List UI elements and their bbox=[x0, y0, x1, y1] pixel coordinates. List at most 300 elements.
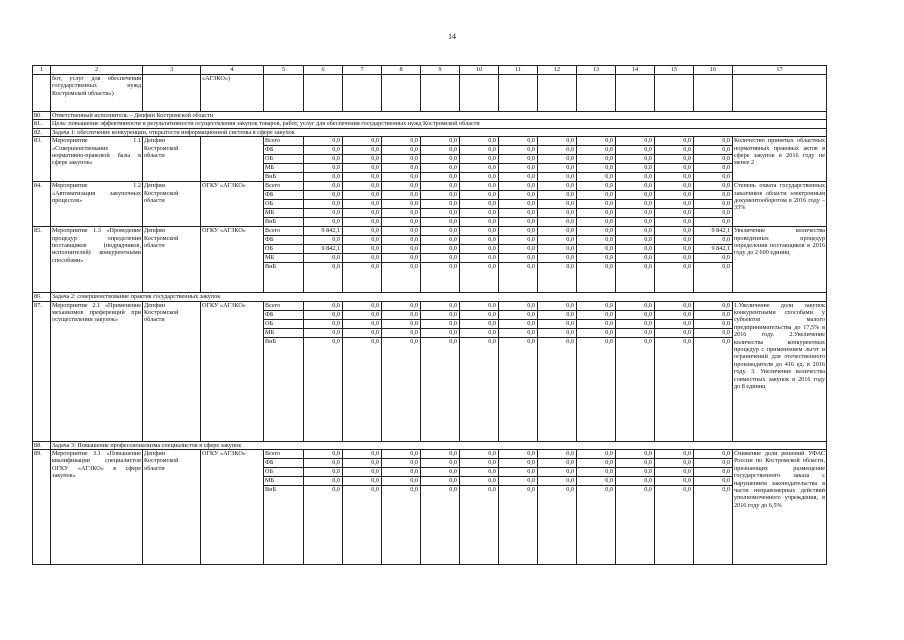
table-cell: 0,0 bbox=[304, 191, 343, 200]
table-cell: 0,0 bbox=[382, 468, 421, 477]
header-cell: 11 bbox=[499, 66, 538, 75]
table-cell: 0,0 bbox=[577, 477, 616, 486]
row-index: 89. bbox=[33, 450, 51, 565]
table-cell: 0,0 bbox=[694, 164, 733, 173]
table-cell: 0,0 bbox=[343, 173, 382, 182]
program-table-sheet bbox=[32, 65, 827, 565]
section-row bbox=[33, 441, 827, 449]
header-cell: 15 bbox=[655, 66, 694, 75]
table-cell: 0,0 bbox=[694, 263, 733, 293]
table-cell: 0,0 bbox=[655, 218, 694, 227]
section-row bbox=[33, 120, 827, 128]
table-cell: 9 842,1 bbox=[694, 245, 733, 254]
table-cell: 0,0 bbox=[694, 328, 733, 337]
table-cell: 0,0 bbox=[616, 254, 655, 263]
table-cell: 0,0 bbox=[655, 468, 694, 477]
table-cell: 0,0 bbox=[499, 173, 538, 182]
table-cell: 0,0 bbox=[382, 209, 421, 218]
table-cell: 0,0 bbox=[655, 236, 694, 245]
table-cell: 0,0 bbox=[577, 227, 616, 236]
table-cell: 0,0 bbox=[460, 236, 499, 245]
table-cell: 0,0 bbox=[304, 173, 343, 182]
funding-source: ВнБ bbox=[264, 486, 304, 565]
table-cell: 0,0 bbox=[421, 301, 460, 310]
participant bbox=[201, 137, 264, 182]
table-cell: 0,0 bbox=[577, 328, 616, 337]
table-cell: 0,0 bbox=[616, 486, 655, 565]
table-cell: 0,0 bbox=[616, 200, 655, 209]
table-cell: 0,0 bbox=[499, 450, 538, 459]
table-cell: 0,0 bbox=[304, 301, 343, 310]
measure-row bbox=[33, 182, 827, 191]
header-cell: 3 bbox=[143, 66, 201, 75]
table-cell: 0,0 bbox=[577, 137, 616, 146]
table-cell: 0,0 bbox=[616, 468, 655, 477]
table-cell: 0,0 bbox=[694, 200, 733, 209]
table-cell: 0,0 bbox=[655, 301, 694, 310]
table-cell: 0,0 bbox=[616, 227, 655, 236]
table-cell: 0,0 bbox=[382, 191, 421, 200]
table-cell: 0,0 bbox=[343, 459, 382, 468]
funding-source: МБ bbox=[264, 254, 304, 263]
table-cell: 0,0 bbox=[382, 164, 421, 173]
funding-source: ФБ bbox=[264, 146, 304, 155]
table-cell: 0,0 bbox=[694, 450, 733, 459]
table-cell: 0,0 bbox=[304, 337, 343, 441]
table-cell: 0,0 bbox=[499, 218, 538, 227]
table-cell: 0,0 bbox=[304, 209, 343, 218]
table-cell: 0,0 bbox=[655, 263, 694, 293]
row-index: 88. bbox=[33, 441, 51, 449]
table-cell: 0,0 bbox=[655, 146, 694, 155]
table-cell: 0,0 bbox=[343, 301, 382, 310]
table-cell: 0,0 bbox=[382, 263, 421, 293]
table-cell: 0,0 bbox=[577, 218, 616, 227]
table-cell: 0,0 bbox=[538, 227, 577, 236]
table-cell: 0,0 bbox=[499, 209, 538, 218]
measure-row bbox=[33, 137, 827, 146]
table-cell: 9 842,1 bbox=[304, 227, 343, 236]
table-cell: 0,0 bbox=[343, 319, 382, 328]
table-cell: 0,0 bbox=[343, 146, 382, 155]
table-cell: 0,0 bbox=[538, 254, 577, 263]
table-cell: 0,0 bbox=[616, 209, 655, 218]
table-cell: 0,0 bbox=[538, 486, 577, 565]
table-cell: 0,0 bbox=[382, 319, 421, 328]
table-cell: 0,0 bbox=[343, 209, 382, 218]
table-cell: 0,0 bbox=[421, 164, 460, 173]
table-cell: 0,0 bbox=[460, 301, 499, 310]
header-cell: 4 bbox=[201, 66, 264, 75]
table-cell: 0,0 bbox=[421, 319, 460, 328]
table-cell: 0,0 bbox=[421, 263, 460, 293]
table-cell: 0,0 bbox=[304, 319, 343, 328]
funding-source: МБ bbox=[264, 328, 304, 337]
table-cell: 0,0 bbox=[694, 459, 733, 468]
table-cell: 0,0 bbox=[538, 173, 577, 182]
expected-result: Увеличение количества проведенных процедур определения поставщиков в 2016 году до 2 600 единиц bbox=[733, 227, 827, 293]
table-cell: 0,0 bbox=[421, 182, 460, 191]
table-cell: 0,0 bbox=[499, 301, 538, 310]
table-cell: 0,0 bbox=[382, 137, 421, 146]
section-row bbox=[33, 293, 827, 301]
table-cell: 0,0 bbox=[460, 227, 499, 236]
table-cell: 0,0 bbox=[421, 310, 460, 319]
table-cell: 0,0 bbox=[538, 191, 577, 200]
row-index: 81. bbox=[33, 120, 51, 128]
table-cell: 0,0 bbox=[694, 477, 733, 486]
funding-source: ОБ bbox=[264, 245, 304, 254]
row-index: 87. bbox=[33, 301, 51, 441]
table-cell: 0,0 bbox=[616, 337, 655, 441]
table-cell: 0,0 bbox=[499, 263, 538, 293]
table-cell: 0,0 bbox=[382, 337, 421, 441]
table-cell: 0,0 bbox=[616, 263, 655, 293]
header-cell: 17 bbox=[733, 66, 827, 75]
table-cell: 0,0 bbox=[499, 236, 538, 245]
table-cell: 0,0 bbox=[460, 328, 499, 337]
table-cell: 0,0 bbox=[577, 182, 616, 191]
table-cell: 0,0 bbox=[616, 146, 655, 155]
table-cell: 0,0 bbox=[304, 182, 343, 191]
table-cell: 0,0 bbox=[343, 254, 382, 263]
table-cell: 0,0 bbox=[577, 245, 616, 254]
table-cell: 0,0 bbox=[421, 137, 460, 146]
table-cell: 0,0 bbox=[538, 146, 577, 155]
table-cell: 0,0 bbox=[421, 254, 460, 263]
table-cell: 0,0 bbox=[343, 191, 382, 200]
table-cell: 0,0 bbox=[460, 319, 499, 328]
table-cell: 0,0 bbox=[304, 146, 343, 155]
row-index: 82. bbox=[33, 128, 51, 136]
table-cell: 0,0 bbox=[460, 200, 499, 209]
funding-source: Всего bbox=[264, 227, 304, 236]
header-row bbox=[33, 66, 827, 75]
table-cell: 0,0 bbox=[499, 182, 538, 191]
table-cell: 0,0 bbox=[499, 337, 538, 441]
table-cell: 0,0 bbox=[421, 236, 460, 245]
table-cell: 0,0 bbox=[460, 254, 499, 263]
table-cell: 0,0 bbox=[538, 337, 577, 441]
measure-name: Мероприятие 2.1 «Применение механизмов преференций при осуществлении закупок» bbox=[51, 301, 143, 441]
table-cell: 0,0 bbox=[577, 263, 616, 293]
participant: ОГКУ «АГЗКО» bbox=[201, 450, 264, 565]
table-cell: 0,0 bbox=[304, 328, 343, 337]
expected-result: Количество принятых областных нормативных правовых актов в сфере закупок в 2016 году не менее 2 bbox=[733, 137, 827, 182]
funding-source: МБ bbox=[264, 209, 304, 218]
table-cell: 0,0 bbox=[499, 477, 538, 486]
table-cell: 0,0 bbox=[343, 477, 382, 486]
table-cell: 0,0 bbox=[577, 337, 616, 441]
funding-source: ВнБ bbox=[264, 337, 304, 441]
table-cell: 0,0 bbox=[382, 459, 421, 468]
header-cell: 7 bbox=[343, 66, 382, 75]
measure-row bbox=[33, 227, 827, 236]
table-cell: 0,0 bbox=[421, 200, 460, 209]
participant: «АГЗКО») bbox=[201, 75, 264, 112]
table-cell: 0,0 bbox=[382, 450, 421, 459]
table-cell: 0,0 bbox=[421, 486, 460, 565]
funding-source: Всего bbox=[264, 301, 304, 310]
table-cell: 0,0 bbox=[499, 328, 538, 337]
table-cell: 0,0 bbox=[499, 200, 538, 209]
measure-name: Мероприятие 1.1 «Совершенствование нормативно-правовой базы в сфере закупок» bbox=[51, 137, 143, 182]
table-cell: 0,0 bbox=[655, 173, 694, 182]
continuation-row bbox=[33, 75, 827, 112]
table-cell: 0,0 bbox=[382, 227, 421, 236]
table-cell: 0,0 bbox=[655, 459, 694, 468]
table-cell: 0,0 bbox=[655, 450, 694, 459]
table-cell: 0,0 bbox=[538, 459, 577, 468]
table-cell: 0,0 bbox=[655, 155, 694, 164]
table-cell: 0,0 bbox=[538, 218, 577, 227]
header-cell: 14 bbox=[616, 66, 655, 75]
table-cell: 0,0 bbox=[304, 254, 343, 263]
table-cell: 0,0 bbox=[616, 191, 655, 200]
table-cell: 0,0 bbox=[460, 209, 499, 218]
table-cell: 0,0 bbox=[421, 450, 460, 459]
funding-source: МБ bbox=[264, 164, 304, 173]
table-cell: 0,0 bbox=[460, 155, 499, 164]
table-cell: 0,0 bbox=[616, 459, 655, 468]
table-cell: 0,0 bbox=[382, 173, 421, 182]
table-cell: 0,0 bbox=[694, 155, 733, 164]
header-cell: 13 bbox=[577, 66, 616, 75]
table-cell: 0,0 bbox=[460, 245, 499, 254]
table-cell: 0,0 bbox=[460, 486, 499, 565]
table-cell: 0,0 bbox=[538, 328, 577, 337]
table-cell: 0,0 bbox=[694, 486, 733, 565]
funding-source: ФБ bbox=[264, 191, 304, 200]
table-cell: 0,0 bbox=[421, 459, 460, 468]
row-index: 83. bbox=[33, 137, 51, 182]
table-cell: 0,0 bbox=[304, 310, 343, 319]
table-cell: 0,0 bbox=[382, 146, 421, 155]
table-cell: 0,0 bbox=[382, 254, 421, 263]
table-cell: 0,0 bbox=[694, 137, 733, 146]
table-cell: 0,0 bbox=[694, 337, 733, 441]
table-cell: 0,0 bbox=[616, 319, 655, 328]
table-cell: 0,0 bbox=[694, 191, 733, 200]
table-cell: 0,0 bbox=[343, 236, 382, 245]
table-cell: 0,0 bbox=[538, 164, 577, 173]
table-cell: 0,0 bbox=[616, 245, 655, 254]
table-cell: 0,0 bbox=[421, 191, 460, 200]
table-cell: 0,0 bbox=[343, 218, 382, 227]
row-index: 86. bbox=[33, 293, 51, 301]
table-cell: 0,0 bbox=[343, 245, 382, 254]
table-cell: 0,0 bbox=[421, 245, 460, 254]
table-cell: 0,0 bbox=[421, 328, 460, 337]
section-row bbox=[33, 128, 827, 136]
table-cell: 0,0 bbox=[694, 209, 733, 218]
funding-source: ФБ bbox=[264, 236, 304, 245]
measure-row bbox=[33, 301, 827, 310]
table-cell: 0,0 bbox=[616, 137, 655, 146]
table-cell: 0,0 bbox=[343, 227, 382, 236]
table-cell: 0,0 bbox=[460, 263, 499, 293]
table-cell: 0,0 bbox=[304, 137, 343, 146]
table-cell: 0,0 bbox=[694, 236, 733, 245]
table-cell: 0,0 bbox=[499, 254, 538, 263]
table-cell: 0,0 bbox=[538, 263, 577, 293]
table-cell: 0,0 bbox=[694, 254, 733, 263]
page-number: 14 bbox=[448, 32, 456, 41]
header-cell: 16 bbox=[694, 66, 733, 75]
table-cell: 0,0 bbox=[343, 328, 382, 337]
table-cell: 0,0 bbox=[655, 200, 694, 209]
table-cell: 0,0 bbox=[499, 468, 538, 477]
table-cell: 0,0 bbox=[460, 459, 499, 468]
table-cell: 0,0 bbox=[694, 182, 733, 191]
participant: ОГКУ «АГЗКО» bbox=[201, 182, 264, 227]
table-cell: 0,0 bbox=[577, 146, 616, 155]
row-index: 85. bbox=[33, 227, 51, 293]
table-cell: 0,0 bbox=[538, 182, 577, 191]
table-cell: 0,0 bbox=[655, 227, 694, 236]
table-cell: 0,0 bbox=[460, 164, 499, 173]
section-title: Задача 3: Повышение профессионализма специалистов в сфере закупок bbox=[51, 441, 827, 449]
table-cell: 0,0 bbox=[304, 218, 343, 227]
table-cell: 0,0 bbox=[499, 191, 538, 200]
executor: Депфин Костромской области bbox=[143, 137, 201, 182]
table-cell: 0,0 bbox=[616, 218, 655, 227]
table-cell: 0,0 bbox=[382, 486, 421, 565]
measure-name: бот, услуг для обеспечения государственных нужд Костромской области») bbox=[51, 75, 143, 112]
table-cell: 0,0 bbox=[538, 245, 577, 254]
executor: Депфин Костромской области bbox=[143, 450, 201, 565]
table-cell: 0,0 bbox=[577, 209, 616, 218]
funding-source: ВнБ bbox=[264, 173, 304, 182]
table-cell: 0,0 bbox=[616, 236, 655, 245]
table-cell: 0,0 bbox=[343, 263, 382, 293]
table-cell: 0,0 bbox=[499, 137, 538, 146]
table-cell: 0,0 bbox=[655, 191, 694, 200]
executor bbox=[143, 75, 201, 112]
table-cell: 0,0 bbox=[460, 173, 499, 182]
table-cell: 0,0 bbox=[499, 146, 538, 155]
table-cell: 0,0 bbox=[343, 155, 382, 164]
expected-result: Степень охвата государственных заказчиков области электронным документооборотом в 2016 году – 33% bbox=[733, 182, 827, 227]
table-cell: 0,0 bbox=[421, 337, 460, 441]
table-cell: 0,0 bbox=[421, 155, 460, 164]
table-cell: 0,0 bbox=[382, 155, 421, 164]
executor: Депфин Костромской области bbox=[143, 227, 201, 293]
table-cell: 0,0 bbox=[382, 182, 421, 191]
funding-source: Всего bbox=[264, 182, 304, 191]
table-cell: 0,0 bbox=[304, 236, 343, 245]
table-cell: 0,0 bbox=[382, 218, 421, 227]
table-cell: 0,0 bbox=[616, 328, 655, 337]
table-cell: 0,0 bbox=[538, 450, 577, 459]
table-cell: 9 842,1 bbox=[694, 227, 733, 236]
table-cell: 0,0 bbox=[499, 164, 538, 173]
table-cell: 0,0 bbox=[538, 301, 577, 310]
measure-name: Мероприятие 1.2 «Автоматизация закупочных процессов» bbox=[51, 182, 143, 227]
table-cell: 0,0 bbox=[460, 337, 499, 441]
measure-row bbox=[33, 450, 827, 459]
table-cell: 0,0 bbox=[577, 301, 616, 310]
funding-source: ОБ bbox=[264, 200, 304, 209]
table-cell: 0,0 bbox=[382, 301, 421, 310]
table-cell: 0,0 bbox=[460, 191, 499, 200]
funding-source: Всего bbox=[264, 137, 304, 146]
table-cell: 0,0 bbox=[577, 254, 616, 263]
header-cell: 12 bbox=[538, 66, 577, 75]
table-cell: 0,0 bbox=[577, 155, 616, 164]
table-cell: 0,0 bbox=[655, 310, 694, 319]
table-cell: 0,0 bbox=[655, 209, 694, 218]
header-cell: 9 bbox=[421, 66, 460, 75]
funding-source: Всего bbox=[264, 450, 304, 459]
table-cell: 0,0 bbox=[616, 310, 655, 319]
table-cell: 0,0 bbox=[460, 218, 499, 227]
table-cell: 0,0 bbox=[460, 468, 499, 477]
table-cell: 0,0 bbox=[655, 328, 694, 337]
header-cell: 8 bbox=[382, 66, 421, 75]
table-cell: 0,0 bbox=[616, 164, 655, 173]
table-cell: 0,0 bbox=[382, 477, 421, 486]
table-cell: 0,0 bbox=[499, 245, 538, 254]
table-cell: 0,0 bbox=[343, 468, 382, 477]
table-cell: 0,0 bbox=[343, 164, 382, 173]
table-cell: 0,0 bbox=[577, 191, 616, 200]
table-cell: 0,0 bbox=[499, 319, 538, 328]
table-cell: 0,0 bbox=[538, 155, 577, 164]
table-cell: 0,0 bbox=[577, 450, 616, 459]
table-cell: 0,0 bbox=[694, 218, 733, 227]
funding-source: ОБ bbox=[264, 155, 304, 164]
table-cell: 0,0 bbox=[304, 263, 343, 293]
table-cell: 0,0 bbox=[655, 164, 694, 173]
table-cell: 0,0 bbox=[616, 155, 655, 164]
table-cell: 0,0 bbox=[655, 182, 694, 191]
table-cell: 0,0 bbox=[694, 468, 733, 477]
table-cell: 0,0 bbox=[694, 319, 733, 328]
table-cell: 0,0 bbox=[616, 477, 655, 486]
table-cell: 0,0 bbox=[421, 468, 460, 477]
table-cell: 0,0 bbox=[382, 200, 421, 209]
table-cell: 0,0 bbox=[655, 245, 694, 254]
funding-source: ВнБ bbox=[264, 263, 304, 293]
table-cell: 9 842,1 bbox=[304, 245, 343, 254]
table-cell: 0,0 bbox=[421, 173, 460, 182]
table-cell: 0,0 bbox=[538, 468, 577, 477]
table-cell: 0,0 bbox=[460, 450, 499, 459]
funding-source: МБ bbox=[264, 477, 304, 486]
table-cell: 0,0 bbox=[655, 486, 694, 565]
table-cell: 0,0 bbox=[499, 459, 538, 468]
row-index: 80. bbox=[33, 112, 51, 120]
expected-result: Снижение доли решений УФАС России по Костромской области, признающих размещение государственного заказа с нарушением законодательства в части неправомерных действий уполномоченного учреждения, в 2016 году до 6,5% bbox=[733, 450, 827, 565]
row-index bbox=[33, 75, 51, 112]
table-cell: 0,0 bbox=[538, 200, 577, 209]
funding-source: ОБ bbox=[264, 468, 304, 477]
table-cell: 0,0 bbox=[304, 459, 343, 468]
table-cell: 0,0 bbox=[343, 182, 382, 191]
table-cell: 0,0 bbox=[577, 459, 616, 468]
table-cell: 0,0 bbox=[577, 310, 616, 319]
participant: ОГКУ «АГЗКО» bbox=[201, 301, 264, 441]
table-cell: 0,0 bbox=[655, 137, 694, 146]
section-title: Цель: повышение эффективности и результативности осуществления закупок товаров, работ, услуг для обеспечения государственных нужд Костромской области bbox=[51, 120, 827, 128]
measure-name: Мероприятие 3.1 «Повышение квалификации специалистов ОГКУ «АГЗКО» в сфере закупок» bbox=[51, 450, 143, 565]
header-cell: 10 bbox=[460, 66, 499, 75]
table-cell: 0,0 bbox=[616, 301, 655, 310]
table-cell: 0,0 bbox=[694, 310, 733, 319]
executor: Депфин Костромской области bbox=[143, 301, 201, 441]
table-cell: 0,0 bbox=[343, 310, 382, 319]
